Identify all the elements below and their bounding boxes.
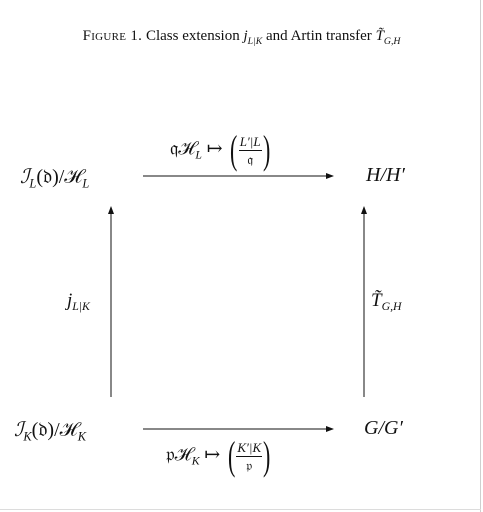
caption-label: Figure 1. (82, 28, 143, 44)
caption-t-symbol: T̃ (375, 28, 384, 44)
node-top-right: H/H′ (366, 164, 405, 186)
right-arrow-sub: G,H (381, 300, 402, 314)
bottom-arrow-mapsto: ↦ (199, 444, 226, 466)
node-top-left-main: ℐ (20, 166, 30, 188)
left-arrow-label (67, 290, 90, 314)
node-bottom-right: G/G′ (364, 417, 403, 439)
caption-text-before: Class extension (145, 28, 244, 44)
node-top-left (20, 164, 89, 191)
caption-j-subscript: L|K (247, 36, 263, 47)
node-top-left-rest: (𝔡)/ℋ (36, 166, 83, 188)
bottom-arrow-prefix: 𝔭ℋ (166, 444, 192, 466)
bottom-arrow-prefix-sub: K (191, 454, 200, 468)
node-bottom-left-sub: K (23, 429, 32, 444)
right-arrow-symbol: T̃ (371, 290, 382, 311)
bottom-arrow-label (166, 433, 273, 478)
top-arrow-label (170, 127, 273, 172)
node-bottom-left-rest-sub: K (77, 429, 86, 444)
node-bottom-left-rest: (𝔡)/ℋ (31, 419, 78, 441)
right-arrow-label (371, 290, 402, 314)
top-arrow-prefix-sub: L (195, 148, 202, 162)
caption-t-subscript: G,H (383, 36, 401, 47)
top-arrow-artin-symbol: ( $\frac{L'|L}{\text{𝔮}}$ ) (230, 127, 270, 172)
caption-j-symbol: j (243, 28, 248, 44)
bottom-arrow-numerator: K′|K (237, 439, 262, 455)
bottom-arrow-artin-symbol: ( $\frac{K'|K}{\text{𝔭}}$ ) (228, 433, 271, 478)
caption-text-middle: and Artin transfer (262, 28, 376, 44)
bottom-arrow-denominator: 𝔭 (246, 457, 253, 473)
node-bottom-left (14, 417, 86, 444)
top-arrow-prefix: 𝔮ℋ (170, 138, 196, 160)
left-arrow-symbol: j (67, 290, 73, 311)
top-arrow-mapsto: ↦ (201, 138, 228, 160)
node-bottom-left-main: ℐ (14, 419, 24, 441)
node-top-left-rest-sub: L (82, 176, 90, 191)
top-arrow-denominator: 𝔮 (247, 151, 253, 167)
node-top-left-sub: L (29, 176, 37, 191)
top-arrow-numerator: L′|L (239, 133, 261, 149)
left-arrow-sub: L|K (72, 300, 90, 314)
